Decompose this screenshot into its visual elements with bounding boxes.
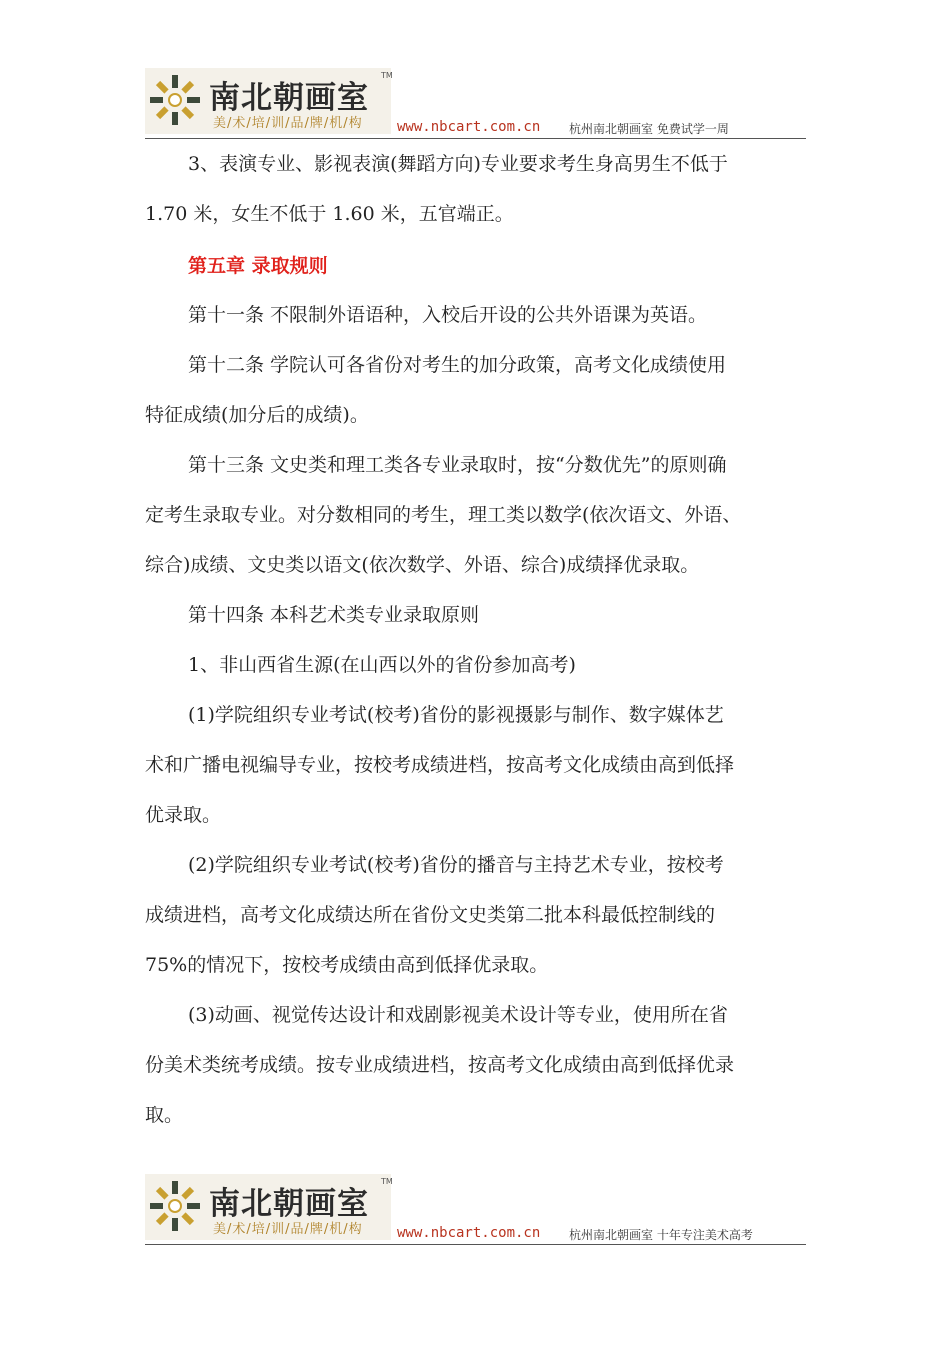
brand-name: 南北朝画室 [209, 1186, 369, 1222]
paragraph-line: 份美术类统考成绩。按专业成绩进档，按高考文化成绩由高到低择优录 [145, 1054, 735, 1076]
page-footer [145, 1174, 806, 1244]
paragraph-line: 优录取。 [145, 804, 222, 826]
paragraph-line: 第十三条 文史类和理工类各专业录取时，按“分数优先”的原则确 [188, 454, 727, 476]
footer-divider [145, 1244, 806, 1245]
paragraph-line: 75%的情况下，按校考成绩由高到低择优录取。 [145, 954, 549, 976]
logo [145, 68, 391, 134]
chapter-heading: 第五章 录取规则 [188, 255, 328, 277]
paragraph-line: (3)动画、视觉传达设计和戏剧影视美术设计等专业，使用所在省 [188, 1004, 728, 1026]
paragraph-line: 第十二条 学院认可各省份对考生的加分政策，高考文化成绩使用 [188, 354, 727, 376]
page-header [145, 68, 806, 138]
website-link[interactable]: www.nbcart.com.cn [397, 1225, 541, 1241]
logo [145, 1174, 391, 1240]
website-link[interactable]: www.nbcart.com.cn [397, 119, 541, 135]
paragraph-line: 1、非山西省生源(在山西以外的省份参加高考) [188, 654, 576, 676]
trademark: TM [381, 1177, 393, 1186]
paragraph-line: 第十一条 不限制外语语种，入校后开设的公共外语课为英语。 [188, 304, 708, 326]
header-divider [145, 138, 806, 139]
brand-slogan: 美/术/培/训/品/牌/机/构 [213, 116, 363, 131]
paragraph-line: 成绩进档，高考文化成绩达所在省份文史类第二批本科最低控制线的 [145, 904, 716, 926]
paragraph-line: 第十四条 本科艺术类专业录取原则 [188, 604, 480, 626]
flower-logo-icon [149, 74, 201, 126]
paragraph-line: 3、表演专业、影视表演(舞蹈方向)专业要求考生身高男生不低于 [188, 153, 728, 175]
paragraph-line: 综合)成绩、文史类以语文(依次数学、外语、综合)成绩择优录取。 [145, 554, 700, 576]
footer-note: 杭州南北朝画室 十年专注美术高考 [569, 1228, 753, 1242]
paragraph-line: (2)学院组织专业考试(校考)省份的播音与主持艺术专业，按校考 [188, 854, 724, 876]
paragraph-line: 1.70 米，女生不低于 1.60 米，五官端正。 [145, 203, 514, 225]
paragraph-line: 特征成绩(加分后的成绩)。 [145, 404, 369, 426]
trademark: TM [381, 71, 393, 80]
flower-logo-icon [149, 1180, 201, 1232]
paragraph-line: 定考生录取专业。对分数相同的考生，理工类以数学(依次语文、外语、 [145, 504, 742, 526]
brand-name: 南北朝画室 [209, 80, 369, 116]
brand-slogan: 美/术/培/训/品/牌/机/构 [213, 1222, 363, 1237]
header-note: 杭州南北朝画室 免费试学一周 [569, 122, 729, 136]
paragraph-line: (1)学院组织专业考试(校考)省份的影视摄影与制作、数字媒体艺 [188, 704, 724, 726]
paragraph-line: 术和广播电视编导专业，按校考成绩进档，按高考文化成绩由高到低择 [145, 754, 735, 776]
paragraph-line: 取。 [145, 1104, 184, 1126]
